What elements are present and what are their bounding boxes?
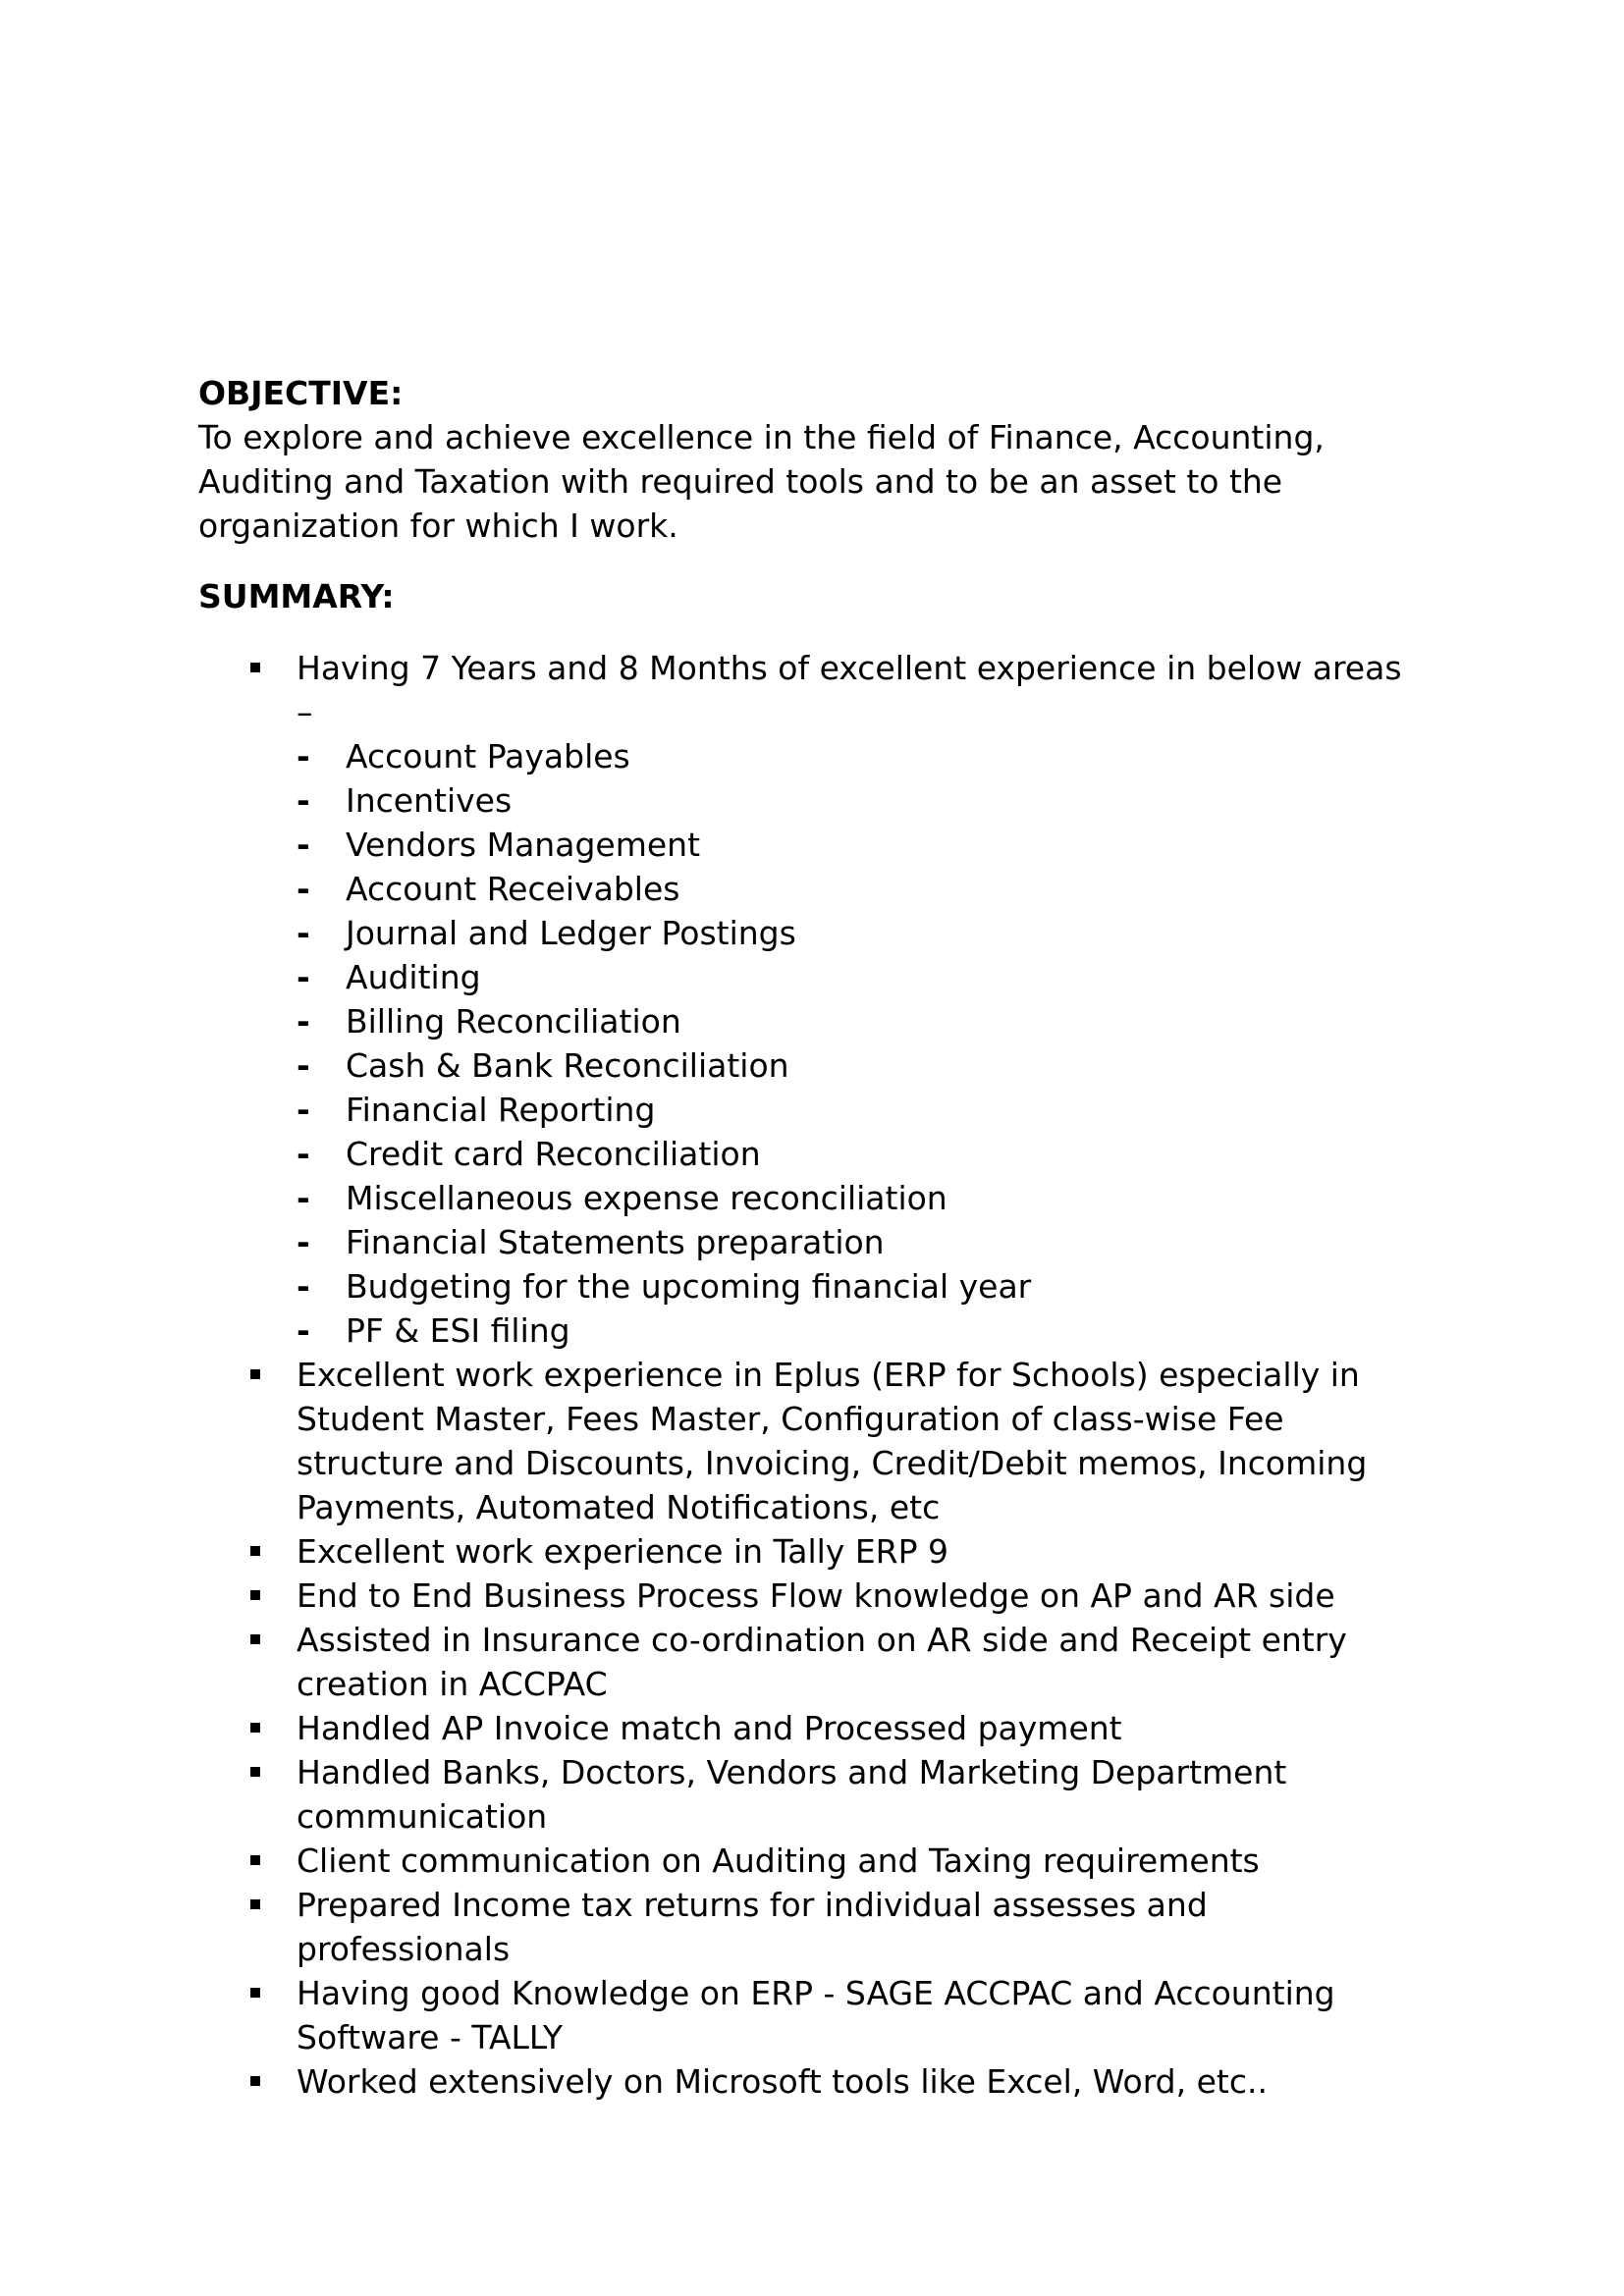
list-item-text: Handled AP Invoice match and Processed payment — [297, 1709, 1122, 1747]
sub-list-item — [297, 1308, 1435, 1353]
area-label: Budgeting for the upcoming financial year — [346, 1267, 1032, 1306]
list-item — [198, 1574, 1435, 1618]
square-bullet-icon — [250, 663, 260, 672]
area-label: PF & ESI filing — [346, 1311, 570, 1350]
square-bullet-icon — [250, 1855, 260, 1865]
sub-list-item — [297, 911, 1435, 955]
dash-bullet-icon: - — [297, 1046, 310, 1085]
summary-section — [198, 574, 1435, 2104]
list-item — [198, 1706, 1435, 1750]
square-bullet-icon — [250, 1767, 260, 1777]
summary-heading: SUMMARY: — [198, 577, 395, 615]
dash-bullet-icon: - — [297, 1002, 310, 1041]
list-item — [198, 1618, 1435, 1706]
sub-list-item — [297, 1088, 1435, 1132]
sub-list-item — [297, 734, 1435, 778]
square-bullet-icon — [250, 1634, 260, 1644]
sub-list-item — [297, 1220, 1435, 1264]
square-bullet-icon — [250, 1723, 260, 1733]
objective-line: Auditing and Taxation with required tools and to be an asset to the — [198, 462, 1283, 501]
list-item-text: – — [297, 693, 313, 731]
area-label: Auditing — [346, 958, 481, 996]
sub-list-item — [297, 999, 1435, 1043]
list-item-text: Assisted in Insurance co-ordination on AR side and Receipt entry — [297, 1621, 1347, 1659]
dash-bullet-icon: - — [297, 826, 310, 864]
list-item-text: communication — [297, 1797, 548, 1836]
area-label: Vendors Management — [346, 826, 701, 864]
sub-list-item — [297, 1132, 1435, 1176]
objective-line: To explore and achieve excellence in the field of Finance, Accounting, — [198, 418, 1325, 456]
list-item — [198, 1353, 1435, 1529]
objective-line: organization for which I work. — [198, 507, 678, 545]
area-label: Financial Statements preparation — [346, 1223, 885, 1261]
dash-bullet-icon: - — [297, 1311, 310, 1350]
sub-list-item — [297, 1264, 1435, 1308]
list-item-text: End to End Business Process Flow knowledge on AP and AR side — [297, 1576, 1335, 1615]
area-label: Incentives — [346, 781, 513, 820]
area-label: Billing Reconciliation — [346, 1002, 681, 1041]
list-item-text: Student Master, Fees Master, Configuration of class-wise Fee — [297, 1400, 1284, 1438]
list-item — [198, 1750, 1435, 1839]
area-label: Cash & Bank Reconciliation — [346, 1046, 789, 1085]
dash-bullet-icon: - — [297, 737, 310, 775]
list-item-text: professionals — [297, 1930, 511, 1968]
area-label: Account Payables — [346, 737, 630, 775]
list-item-text: Prepared Income tax returns for individual assesses and — [297, 1886, 1208, 1924]
list-item-text: Client communication on Auditing and Taxing requirements — [297, 1842, 1260, 1880]
list-item-text: Worked extensively on Microsoft tools like Excel, Word, etc.. — [297, 2062, 1268, 2101]
list-item-text: structure and Discounts, Invoicing, Credit/Debit memos, Incoming — [297, 1444, 1368, 1482]
list-item-text: Payments, Automated Notifications, etc — [297, 1488, 941, 1526]
objective-text — [198, 415, 1435, 548]
square-bullet-icon — [250, 1369, 260, 1379]
objective-section — [198, 371, 1435, 548]
list-item-text: creation in ACCPAC — [297, 1665, 608, 1703]
objective-heading: OBJECTIVE: — [198, 374, 404, 412]
square-bullet-icon — [250, 1899, 260, 1909]
resume-page — [198, 371, 1435, 2104]
list-item-text: Handled Banks, Doctors, Vendors and Marketing Department — [297, 1753, 1287, 1791]
area-label: Journal and Ledger Postings — [346, 914, 796, 952]
list-item — [198, 1839, 1435, 1883]
list-item-text: Excellent work experience in Eplus (ERP for Schools) especially in — [297, 1356, 1360, 1394]
sub-list-item — [297, 1176, 1435, 1220]
sub-list-item — [297, 955, 1435, 999]
dash-bullet-icon: - — [297, 1135, 310, 1173]
dash-bullet-icon: - — [297, 781, 310, 820]
square-bullet-icon — [250, 1590, 260, 1600]
list-item — [198, 1883, 1435, 1971]
list-item-text: Software - TALLY — [297, 2018, 564, 2056]
sub-list-item — [297, 823, 1435, 867]
experience-areas-list — [297, 734, 1435, 1353]
area-label: Miscellaneous expense reconciliation — [346, 1179, 947, 1217]
area-label: Credit card Reconciliation — [346, 1135, 761, 1173]
sub-list-item — [297, 1043, 1435, 1088]
sub-list-item — [297, 778, 1435, 823]
area-label: Financial Reporting — [346, 1091, 656, 1129]
summary-list — [198, 646, 1435, 2104]
dash-bullet-icon: - — [297, 1267, 310, 1306]
square-bullet-icon — [250, 2076, 260, 2086]
list-item-text: Having 7 Years and 8 Months of excellent experience in below areas — [297, 649, 1402, 687]
list-item — [198, 1971, 1435, 2059]
dash-bullet-icon: - — [297, 870, 310, 908]
list-item-text: Excellent work experience in Tally ERP 9 — [297, 1532, 948, 1571]
dash-bullet-icon: - — [297, 1223, 310, 1261]
dash-bullet-icon: - — [297, 1091, 310, 1129]
list-item-text: Having good Knowledge on ERP - SAGE ACCPAC and Accounting — [297, 1974, 1335, 2012]
list-item — [198, 1529, 1435, 1574]
square-bullet-icon — [250, 1546, 260, 1556]
square-bullet-icon — [250, 1988, 260, 1998]
dash-bullet-icon: - — [297, 1179, 310, 1217]
list-item — [198, 646, 1435, 1353]
area-label: Account Receivables — [346, 870, 680, 908]
dash-bullet-icon: - — [297, 958, 310, 996]
sub-list-item — [297, 867, 1435, 911]
dash-bullet-icon: - — [297, 914, 310, 952]
list-item — [198, 2059, 1435, 2104]
